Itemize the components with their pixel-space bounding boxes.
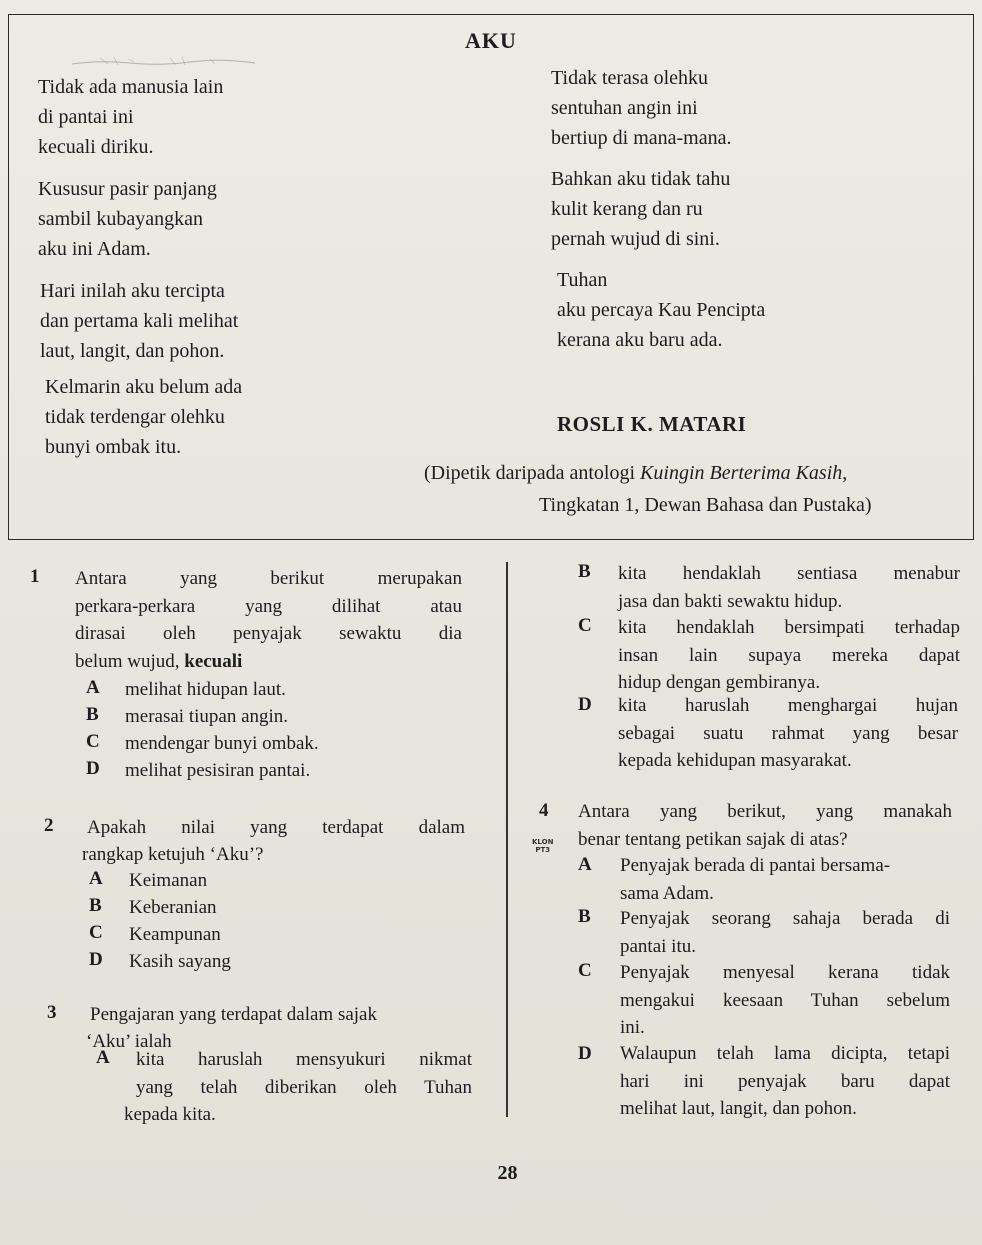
source-suffix: , [842, 462, 848, 484]
stem-text: belum wujud, [75, 650, 185, 672]
option-letter: D [86, 758, 100, 779]
option-letter: C [578, 960, 592, 981]
option-line: Walaupun telah lama dicipta, tetapi [620, 1043, 950, 1064]
poem-line: kerana aku baru ada. [557, 329, 723, 351]
poem-line: Hari inilah aku tercipta [40, 280, 225, 302]
option-letter: B [578, 906, 591, 927]
poem-line: laut, langit, dan pohon. [40, 340, 225, 362]
option-letter: C [86, 731, 100, 752]
option-line: hari ini penyajak baru dapat [620, 1070, 950, 1092]
poem-line: tidak terdengar olehku [45, 406, 225, 428]
right-stanza-2 [551, 164, 730, 254]
q4-option-b[interactable] [620, 905, 950, 960]
poem-line: sambil kubayangkan [38, 208, 203, 230]
option-letter: A [86, 677, 100, 698]
option-line: kepada kehidupan masyarakat. [618, 750, 852, 771]
stem-line: Apakah nilai yang terdapat dalam [87, 817, 465, 838]
option-letter: A [578, 854, 592, 875]
source-prefix: (Dipetik daripada antologi [424, 462, 641, 484]
left-stanza-2 [38, 174, 217, 264]
option-line: Penyajak berada di pantai bersama- [620, 855, 891, 876]
option-line: melihat laut, langit, dan pohon. [620, 1098, 857, 1119]
column-divider [506, 562, 508, 1117]
option-letter: A [89, 868, 103, 889]
option-letter: B [578, 561, 591, 582]
option-letter: B [89, 895, 102, 916]
question-3-stem [90, 1001, 377, 1029]
q2-option-d[interactable]: Kasih sayang [129, 951, 231, 972]
option-line: mengakui keesaan Tuhan sebelum [620, 989, 950, 1011]
poem-line: Tidak terasa olehku [551, 67, 709, 89]
poem-line: bertiup di mana-mana. [551, 127, 732, 149]
option-letter: C [578, 615, 592, 636]
q2-option-b[interactable]: Keberanian [129, 897, 217, 918]
source-anthology-title: Kuingin Berterima Kasih [640, 462, 843, 484]
option-line: Penyajak seorang sahaja berada di [620, 908, 950, 929]
stem-line: Pengajaran yang terdapat dalam sajak [90, 1004, 377, 1025]
q2-option-a[interactable]: Keimanan [129, 870, 208, 891]
option-line: pantai itu. [620, 935, 696, 957]
poem-line: Kususur pasir panjang [38, 178, 217, 200]
poem-author: ROSLI K. MATARI [557, 412, 747, 436]
stem-line: ‘Aku’ ialah [86, 1031, 172, 1052]
source-citation-line-2: Tingkatan 1, Dewan Bahasa dan Pustaka) [539, 494, 872, 516]
option-line: kita hendaklah sentiasa menabur [618, 563, 960, 584]
poem-line: pernah wujud di sini. [551, 228, 720, 250]
question-1-stem [75, 565, 462, 675]
option-line: kita haruslah menghargai hujan [618, 695, 958, 716]
poem-line: kulit kerang dan ru [551, 198, 703, 220]
q3-option-c[interactable] [618, 614, 960, 697]
stem-line: Antara yang berikut, yang manakah [578, 801, 952, 822]
poem-line: aku percaya Kau Pencipta [557, 299, 766, 321]
option-line: sebagai suatu rahmat yang besar [618, 722, 958, 744]
source-citation-line-1 [424, 462, 847, 485]
option-line: sama Adam. [620, 882, 714, 904]
poem-line: Kelmarin aku belum ada [45, 376, 243, 398]
q3-option-a-cont[interactable] [124, 1101, 216, 1129]
q1-option-c[interactable]: mendengar bunyi ombak. [125, 733, 319, 754]
poem-line: aku ini Adam. [38, 238, 151, 260]
stamp-line: KLON [532, 838, 554, 846]
option-line: yang telah diberikan oleh Tuhan [136, 1076, 472, 1098]
q4-option-a[interactable] [620, 852, 890, 907]
poem-line: sentuhan angin ini [551, 97, 698, 119]
option-letter: D [89, 949, 103, 970]
option-letter: B [86, 704, 99, 725]
pencil-scribble [70, 54, 260, 72]
stem-line: rangkap ketujuh ‘Aku’? [82, 844, 264, 865]
option-letter: D [578, 1043, 592, 1064]
option-letter: C [89, 922, 103, 943]
question-2-stem-cont [82, 841, 264, 869]
right-stanza-3 [557, 265, 765, 355]
option-letter: D [578, 694, 592, 715]
option-line: hidup dengan gembiranya. [618, 672, 821, 693]
page-number: 28 [497, 1162, 518, 1184]
stem-line: Antara yang berikut merupakan [75, 568, 462, 589]
question-number: 2 [44, 815, 54, 836]
left-stanza-1 [38, 72, 223, 162]
poem-line: Tuhan [557, 269, 608, 291]
stamp-line: PT3 [535, 846, 551, 854]
poem-line: Bahkan aku tidak tahu [551, 168, 731, 190]
right-stanza-1 [551, 63, 732, 153]
stem-emphasis: kecuali [184, 650, 243, 672]
poem-title: AKU [465, 28, 517, 53]
option-line: ini. [620, 1017, 645, 1038]
stem-line: perkara-perkara yang dilihat atau [75, 595, 462, 617]
q4-option-d[interactable] [620, 1040, 950, 1123]
stem-line [75, 648, 462, 676]
q3-option-a[interactable] [136, 1046, 472, 1101]
q4-option-c[interactable] [620, 959, 950, 1042]
stem-line: dirasai oleh penyajak sewaktu dia [75, 623, 462, 644]
question-number: 1 [30, 566, 40, 587]
question-number: 3 [47, 1002, 57, 1023]
poem-line: kecuali diriku. [38, 136, 154, 158]
poem-line: di pantai ini [38, 106, 134, 128]
question-2-stem [87, 814, 465, 842]
q1-option-d[interactable]: melihat pesisiran pantai. [125, 760, 311, 781]
q2-option-c[interactable]: Keampunan [129, 924, 221, 945]
klon-pt3-stamp [532, 838, 553, 854]
left-stanza-3 [40, 276, 238, 366]
q1-option-b[interactable]: merasai tiupan angin. [125, 706, 289, 727]
poem-line: dan pertama kali melihat [40, 310, 239, 332]
stem-line: benar tentang petikan sajak di atas? [578, 828, 848, 850]
poem-line: bunyi ombak itu. [45, 436, 182, 458]
left-stanza-4 [45, 372, 242, 462]
option-line: kepada kita. [124, 1104, 216, 1125]
option-line: insan lain supaya mereka dapat [618, 644, 960, 666]
question-number: 4 [539, 800, 549, 821]
q3-option-b[interactable] [618, 560, 960, 615]
option-line: kita haruslah mensyukuri nikmat [136, 1049, 472, 1070]
option-line: kita hendaklah bersimpati terhadap [618, 617, 960, 638]
option-letter: A [96, 1047, 110, 1068]
q1-option-a[interactable]: melihat hidupan laut. [125, 679, 286, 700]
option-line: Penyajak menyesal kerana tidak [620, 962, 950, 983]
q3-option-d[interactable] [618, 692, 958, 775]
option-line: jasa dan bakti sewaktu hidup. [618, 590, 843, 612]
poem-line: Tidak ada manusia lain [38, 76, 224, 98]
question-4-stem [578, 798, 952, 853]
